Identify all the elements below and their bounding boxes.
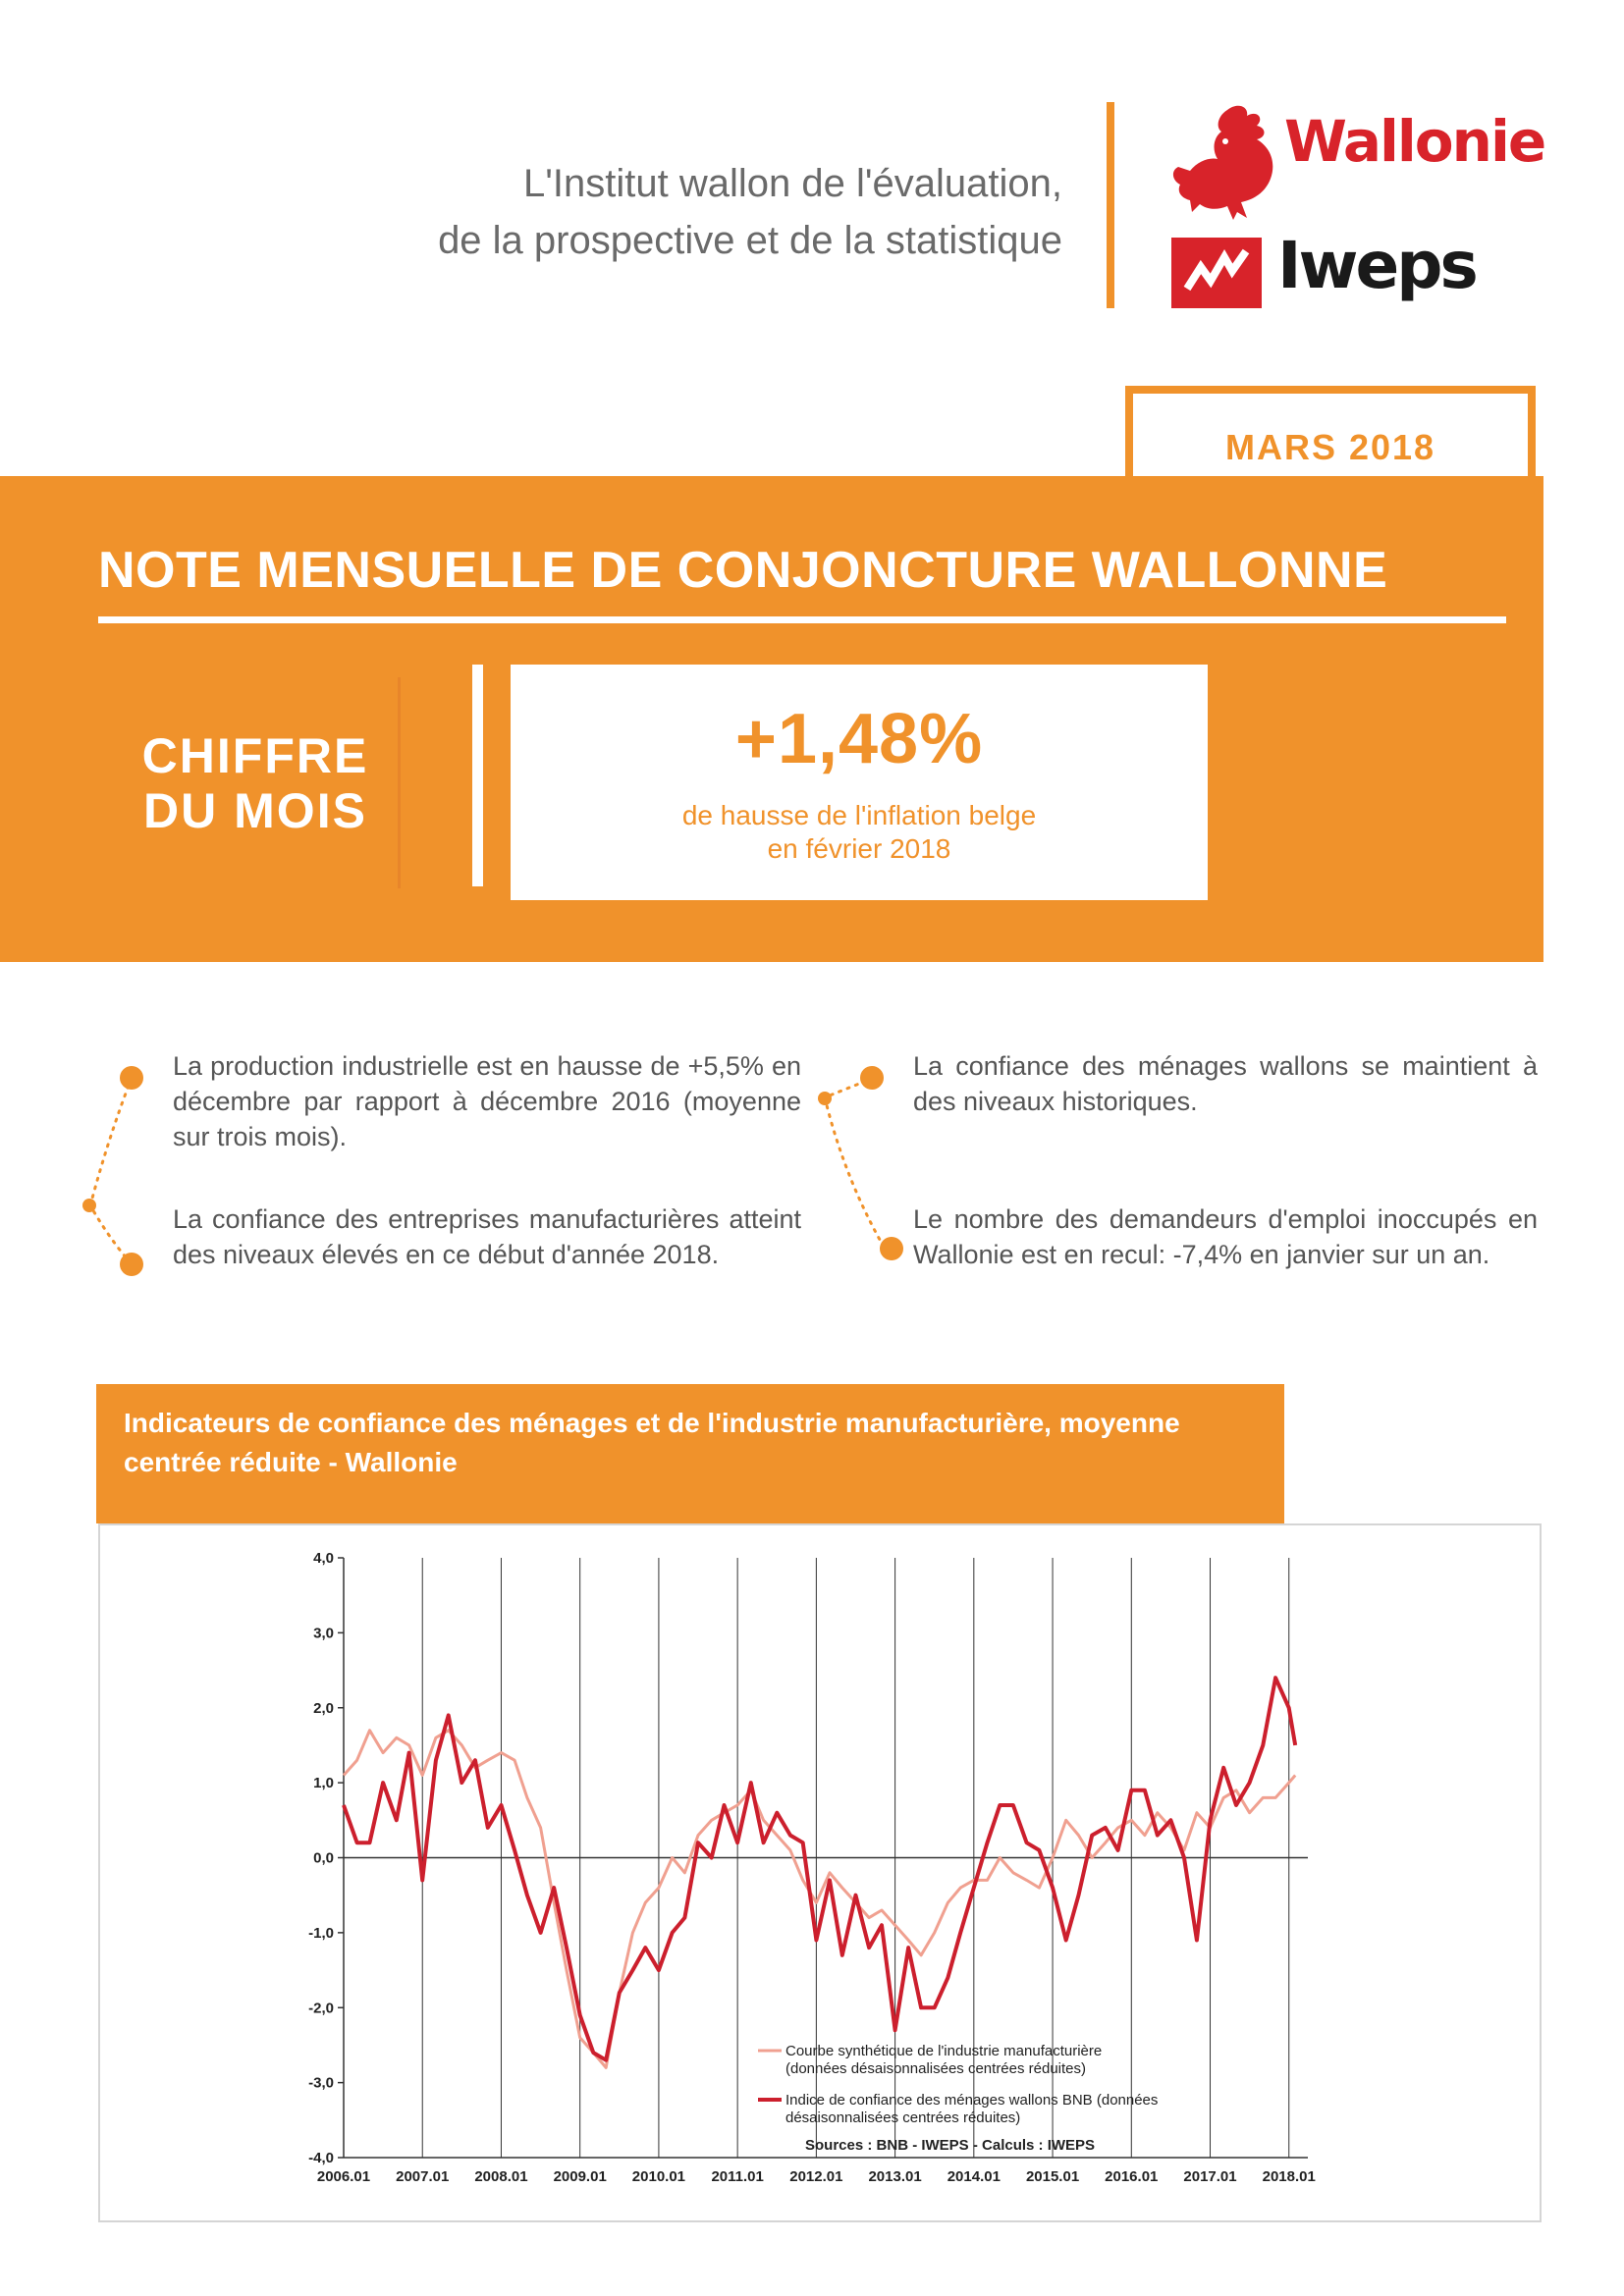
key-figure-description-line1: de hausse de l'inflation belge <box>681 800 1037 830</box>
x-tick-label: 2017.01 <box>1183 2168 1237 2185</box>
rooster-icon <box>1168 102 1281 225</box>
highlight-unemployment: Le nombre des demandeurs d'emploi inoccupés en Wallonie est en recul: -7,4% en janvier sur un an. <box>913 1204 1538 1269</box>
x-tick-label: 2013.01 <box>868 2168 922 2185</box>
legend-label-households: Indice de confiance des ménages wallons BNB (données <box>785 2092 1159 2109</box>
key-figure-value: +1,48% <box>734 700 984 778</box>
chart-title: Indicateurs de confiance des ménages et de l'industrie manufacturière, moyenne centrée réduite - Wallonie <box>96 1384 1284 1523</box>
title-underline <box>98 616 1506 623</box>
x-tick-label: 2007.01 <box>396 2168 450 2185</box>
bullet-dot-icon <box>860 1066 884 1090</box>
bullet-dot-icon <box>880 1237 903 1260</box>
highlights-section <box>0 1041 1624 1335</box>
chiffre-label-line2: DU MOIS <box>143 783 367 838</box>
y-tick-label: 2,0 <box>313 1699 334 1717</box>
chart-source-note: Sources : BNB - IWEPS - Calculs : IWEPS <box>805 2137 1096 2154</box>
bullet-dot-icon <box>120 1253 143 1276</box>
x-tick-label: 2012.01 <box>789 2168 843 2185</box>
bullet-dot-icon <box>120 1066 143 1090</box>
page-title: NOTE MENSUELLE DE CONJONCTURE WALLONNE <box>98 542 1388 599</box>
x-tick-label: 2015.01 <box>1025 2168 1080 2185</box>
header-divider <box>1107 102 1114 308</box>
y-tick-label: -4,0 <box>308 2150 334 2166</box>
bullet-dot-small-icon <box>82 1199 96 1212</box>
wallonie-wordmark: Wallonie <box>1284 108 1545 175</box>
bullet-dot-small-icon <box>818 1092 832 1105</box>
x-tick-label: 2018.01 <box>1262 2168 1316 2185</box>
legend-label-industry: Courbe synthétique de l'industrie manufacturière <box>785 2043 1103 2059</box>
confidence-line-chart <box>100 1525 1543 2224</box>
institute-tagline <box>438 155 1062 269</box>
iweps-wordmark: Iweps <box>1277 228 1476 303</box>
series-industry-line <box>344 1731 1295 2068</box>
issue-date-tab: MARS 2018 <box>1125 386 1536 484</box>
wallonie-logo <box>1168 102 1545 225</box>
chiffre-label-line1: CHIFFRE <box>141 728 369 783</box>
y-tick-label: 1,0 <box>313 1775 334 1792</box>
x-tick-label: 2006.01 <box>316 2168 371 2185</box>
series-households-line <box>344 1678 1295 2060</box>
y-tick-label: -1,0 <box>308 1924 334 1942</box>
key-figure-description <box>511 799 1208 866</box>
iweps-logo <box>1171 224 1495 312</box>
key-figure-box <box>511 665 1208 900</box>
highlight-manufacturing-confidence: La confiance des entreprises manufacturières atteint des niveaux élevés en ce début d'année 2018. <box>173 1204 801 1269</box>
x-tick-label: 2010.01 <box>631 2168 686 2185</box>
y-tick-label: -2,0 <box>308 2000 334 2017</box>
chart-frame <box>98 1523 1542 2222</box>
x-tick-label: 2016.01 <box>1105 2168 1159 2185</box>
x-tick-label: 2011.01 <box>711 2168 764 2185</box>
x-tick-label: 2008.01 <box>474 2168 528 2185</box>
legend-label-industry-line2: (données désaisonnalisées centrées réduites) <box>785 2060 1087 2077</box>
iweps-mark-icon <box>1171 238 1262 308</box>
y-tick-label: 0,0 <box>313 1849 334 1867</box>
institute-tagline-line1: L'Institut wallon de l'évaluation, <box>523 162 1062 205</box>
key-figure-description-line2: en février 2018 <box>767 833 951 864</box>
legend-label-households-line2: désaisonnalisées centrées réduites) <box>785 2109 1021 2126</box>
band-divider <box>472 665 483 886</box>
y-tick-label: 4,0 <box>313 1550 334 1567</box>
y-tick-label: 3,0 <box>313 1625 334 1642</box>
x-tick-label: 2014.01 <box>947 2168 1001 2185</box>
chiffre-du-mois-label <box>108 728 403 838</box>
highlight-industrial-production: La production industrielle est en hausse de +5,5% en décembre par rapport à décembre 2016 (moyenne sur trois mois). <box>173 1051 801 1151</box>
institute-tagline-line2: de la prospective et de la statistique <box>438 219 1062 262</box>
highlight-household-confidence: La confiance des ménages wallons se maintient à des niveaux historiques. <box>913 1051 1538 1116</box>
y-tick-label: -3,0 <box>308 2074 334 2092</box>
x-tick-label: 2009.01 <box>553 2168 607 2185</box>
title-band <box>0 476 1543 962</box>
